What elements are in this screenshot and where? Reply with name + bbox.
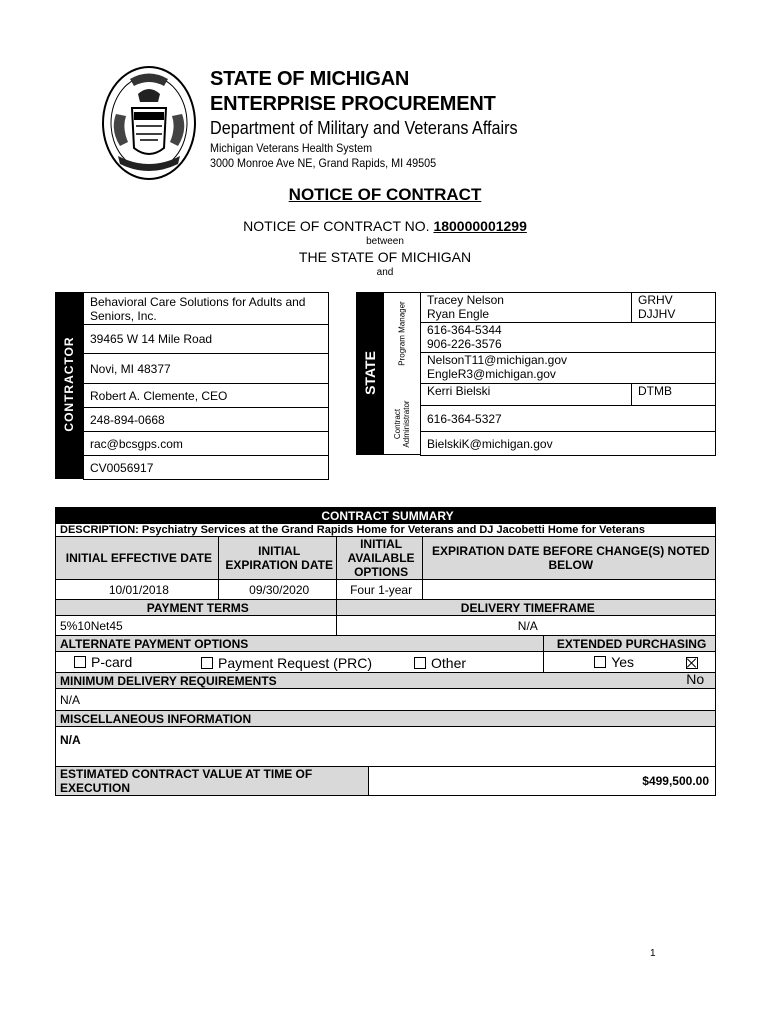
delivery-timeframe-value: N/A	[336, 616, 715, 636]
contractor-vendor-id: CV0056917	[84, 456, 329, 480]
contract-number: 180000001299	[433, 218, 527, 234]
contract-administrator-label: Contract Administrator	[393, 400, 411, 448]
pcard-checkbox[interactable]	[74, 656, 86, 668]
state-label: STATE	[362, 351, 378, 395]
ca-phone: 616-364-5327	[421, 406, 716, 432]
contractor-name: Behavioral Care Solutions for Adults and Seniors, Inc.	[84, 293, 329, 325]
options-value: Four 1-year	[336, 580, 422, 600]
pm-phone-2: 906-226-3576	[427, 337, 502, 351]
contractor-phone: 248-894-0668	[84, 408, 329, 432]
yes-checkbox[interactable]	[594, 656, 606, 668]
payment-terms-value: 5%10Net45	[56, 616, 337, 636]
contractor-info-table	[83, 292, 329, 480]
col-effective-date: INITIAL EFFECTIVE DATE	[56, 537, 219, 580]
pm-agency-1: GRHV	[638, 293, 673, 307]
no-checkbox-checked[interactable]	[686, 657, 698, 669]
min-delivery-label: MINIMUM DELIVERY REQUIREMENTS	[56, 673, 716, 689]
notice-title: NOTICE OF CONTRACT	[288, 185, 482, 204]
state-role-column	[384, 292, 420, 455]
effective-date-value: 10/01/2018	[56, 580, 219, 600]
delivery-timeframe-label: DELIVERY TIMEFRAME	[336, 600, 715, 616]
col-expiration-before-change: EXPIRATION DATE BEFORE CHANGE(S) NOTED BELOW	[422, 537, 715, 580]
other-option[interactable]: Other	[414, 655, 466, 671]
col-available-options: INITIAL AVAILABLE OPTIONS	[336, 537, 422, 580]
state-seal-image	[100, 64, 198, 182]
min-delivery-value: N/A	[56, 689, 716, 711]
est-value-label: ESTIMATED CONTRACT VALUE AT TIME OF EXECUTION	[56, 767, 369, 796]
col-expiration-date: INITIAL EXPIRATION DATE	[218, 537, 336, 580]
header-enterprise-title: ENTERPRISE PROCUREMENT	[210, 93, 496, 115]
pm-name-1: Tracey Nelson	[427, 293, 504, 307]
expiration-before-change-value	[422, 580, 715, 600]
pm-agency-2: DJJHV	[638, 307, 676, 321]
and-text: and	[376, 267, 394, 278]
summary-title: CONTRACT SUMMARY	[56, 508, 716, 524]
extended-no-option[interactable]: No	[686, 655, 715, 687]
state-label-bar	[356, 292, 384, 455]
state-info-table	[420, 292, 716, 456]
misc-value: N/A	[56, 727, 716, 767]
contractor-street: 39465 W 14 Mile Road	[84, 325, 329, 354]
contractor-label-bar	[55, 292, 83, 479]
misc-label: MISCELLANEOUS INFORMATION	[56, 711, 716, 727]
pcard-option[interactable]: P-card	[74, 654, 132, 670]
est-value: $499,500.00	[368, 767, 715, 796]
pm-name-2: Ryan Engle	[427, 307, 490, 321]
contractor-email: rac@bcsgps.com	[84, 432, 329, 456]
contractor-city: Novi, MI 48377	[84, 354, 329, 384]
header-subunit: Michigan Veterans Health System	[210, 141, 373, 155]
page-number: 1	[650, 948, 656, 959]
other-checkbox[interactable]	[414, 657, 426, 669]
notice-number-line: NOTICE OF CONTRACT NO. 180000001299	[243, 218, 527, 234]
pm-email-1: NelsonT11@michigan.gov	[427, 353, 568, 367]
alt-payment-label: ALTERNATE PAYMENT OPTIONS	[56, 636, 544, 652]
header-department: Department of Military and Veterans Affairs	[210, 118, 518, 138]
ca-name: Kerri Bielski	[421, 384, 632, 406]
ca-agency: DTMB	[632, 384, 716, 406]
contract-summary-table	[55, 507, 716, 796]
party-state: THE STATE OF MICHIGAN	[298, 249, 472, 265]
summary-description: DESCRIPTION: Psychiatry Services at the Grand Rapids Home for Veterans and DJ Jacobetti Home for Veterans	[56, 524, 716, 537]
pm-email-2: EngleR3@michigan.gov	[427, 367, 556, 381]
prc-checkbox[interactable]	[201, 657, 213, 669]
program-manager-label: Program Manager	[397, 301, 407, 366]
between-text: between	[366, 236, 404, 247]
extended-yes-option[interactable]: Yes	[594, 654, 634, 670]
extended-purchasing-label: EXTENDED PURCHASING	[544, 636, 716, 652]
header-state-title: STATE OF MICHIGAN	[210, 68, 410, 90]
pm-phone-1: 616-364-5344	[427, 323, 502, 337]
header-address: 3000 Monroe Ave NE, Grand Rapids, MI 49505	[210, 156, 437, 170]
payment-terms-label: PAYMENT TERMS	[56, 600, 337, 616]
prc-option[interactable]: Payment Request (PRC)	[201, 655, 372, 671]
contractor-label: CONTRACTOR	[62, 336, 76, 432]
contractor-contact: Robert A. Clemente, CEO	[84, 384, 329, 408]
expiration-date-value: 09/30/2020	[218, 580, 336, 600]
ca-email: BielskiK@michigan.gov	[421, 432, 716, 456]
